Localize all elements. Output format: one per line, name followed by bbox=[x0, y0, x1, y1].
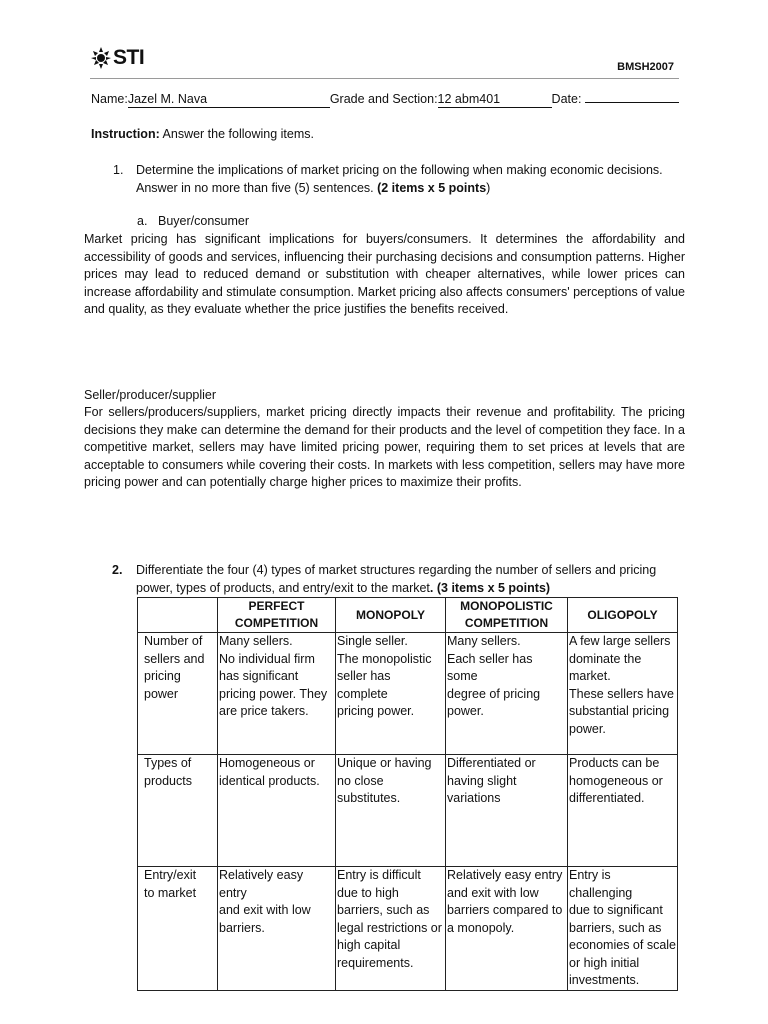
q1a-title: Buyer/consumer bbox=[158, 214, 250, 228]
header-oligopoly: OLIGOPOLY bbox=[568, 598, 678, 633]
cell-oligopoly-products: Products can be homogeneous or differentiated. bbox=[568, 755, 678, 867]
name-field[interactable]: Jazel M. Nava bbox=[128, 92, 330, 108]
logo-text: STI bbox=[113, 46, 145, 69]
q2-line2 bbox=[136, 580, 696, 598]
cell-perfect-entry: Relatively easy entry and exit with low barriers. bbox=[218, 867, 336, 991]
q2-line1: Differentiate the four (4) types of market structures regarding the number of sellers and pricing bbox=[136, 563, 657, 577]
q1-close-paren: ) bbox=[486, 180, 491, 195]
student-info-line bbox=[91, 91, 679, 109]
course-code: BMSH2007 bbox=[617, 61, 674, 73]
q2-prompt bbox=[136, 562, 696, 597]
table-header-row bbox=[138, 598, 678, 633]
row-label-types-of-products: Types of products bbox=[138, 755, 218, 867]
header-cell-empty bbox=[138, 598, 218, 633]
q1-prompt bbox=[136, 162, 696, 197]
table-row bbox=[138, 867, 678, 991]
grade-field[interactable]: 12 abm401 bbox=[438, 92, 552, 108]
q1b-title: Seller/producer/supplier bbox=[84, 388, 217, 402]
cell-oligopoly-sellers: A few large sellers dominate the market. These sellers have substantial pricing power. bbox=[568, 633, 678, 755]
cell-perfect-sellers: Many sellers. No individual firm has significant pricing power. They are price takers. bbox=[218, 633, 336, 755]
instruction-label: Instruction: bbox=[91, 127, 160, 141]
q1a-answer: Market pricing has significant implications for buyers/consumers. It determines the affordability and accessibility of goods and services, influencing their purchasing decisions and consumption patterns. Higher prices may lead to reduced demand or substitution with cheaper alternatives, while lower prices can increase affordability and stimulate consumption. Market pricing also affects consumers' perceptions of value and quality, as they evaluate whether the price justifies the benefits received. bbox=[84, 232, 685, 316]
q1-points: (2 items x 5 points bbox=[377, 180, 487, 195]
instruction-text: Answer the following items. bbox=[159, 127, 314, 141]
q2-line2-text: power, types of products, and entry/exit to the market bbox=[136, 580, 430, 595]
header-perfect-competition: PERFECT COMPETITION bbox=[218, 598, 336, 633]
name-label: Name: bbox=[91, 92, 128, 106]
q2-points: . (3 items x 5 points) bbox=[429, 580, 551, 595]
cell-monopoly-sellers: Single seller. The monopolistic seller has complete pricing power. bbox=[336, 633, 446, 755]
market-structure-table bbox=[137, 597, 678, 991]
q1-number: 1. bbox=[113, 163, 124, 177]
cell-monopolistic-sellers: Many sellers. Each seller has some degree of pricing power. bbox=[446, 633, 568, 755]
grade-label: Grade and Section: bbox=[329, 92, 438, 106]
instruction bbox=[91, 126, 314, 144]
cell-monopolistic-products: Differentiated or having slight variations bbox=[446, 755, 568, 867]
cell-monopolistic-entry: Relatively easy entry and exit with low barriers compared to a monopoly. bbox=[446, 867, 568, 991]
q2-number: 2. bbox=[112, 563, 123, 577]
sti-logo bbox=[90, 44, 144, 72]
table-row bbox=[138, 633, 678, 755]
date-field[interactable] bbox=[585, 102, 679, 103]
q1-line1: Determine the implications of market pricing on the following when making economic decisions. bbox=[136, 163, 663, 177]
header-rule bbox=[90, 78, 679, 79]
cell-oligopoly-entry: Entry is challenging due to significant barriers, such as economies of scale or high initial investments. bbox=[568, 867, 678, 991]
cell-monopoly-products: Unique or having no close substitutes. bbox=[336, 755, 446, 867]
q1-line2-text: Answer in no more than five (5) sentences. bbox=[136, 180, 378, 195]
cell-perfect-products: Homogeneous or identical products. bbox=[218, 755, 336, 867]
header-monopolistic-competition: MONOPOLISTIC COMPETITION bbox=[446, 598, 568, 633]
row-label-entry-exit: Entry/exit to market bbox=[138, 867, 218, 991]
header-monopoly: MONOPOLY bbox=[336, 598, 446, 633]
cell-monopoly-entry: Entry is difficult due to high barriers, such as legal restrictions or high capital requirements. bbox=[336, 867, 446, 991]
row-label-sellers-pricing: Number of sellers and pricing power bbox=[138, 633, 218, 755]
q1a-label: a. bbox=[137, 214, 148, 228]
date-label: Date: bbox=[551, 92, 582, 106]
q1b-answer: For sellers/producers/suppliers, market pricing directly impacts their revenue and profitability. The pricing decisions they make can determine the demand for their products and the level of competition they face. In a competitive market, sellers may have limited pricing power, requiring them to set prices at levels that are acceptable to consumers while covering their costs. In markets with less competition, sellers may have more pricing power and can potentially charge higher prices to maximize their profits. bbox=[84, 405, 685, 489]
table-row bbox=[138, 755, 678, 867]
sti-globe-icon bbox=[90, 46, 112, 70]
q1-line2 bbox=[136, 180, 696, 198]
